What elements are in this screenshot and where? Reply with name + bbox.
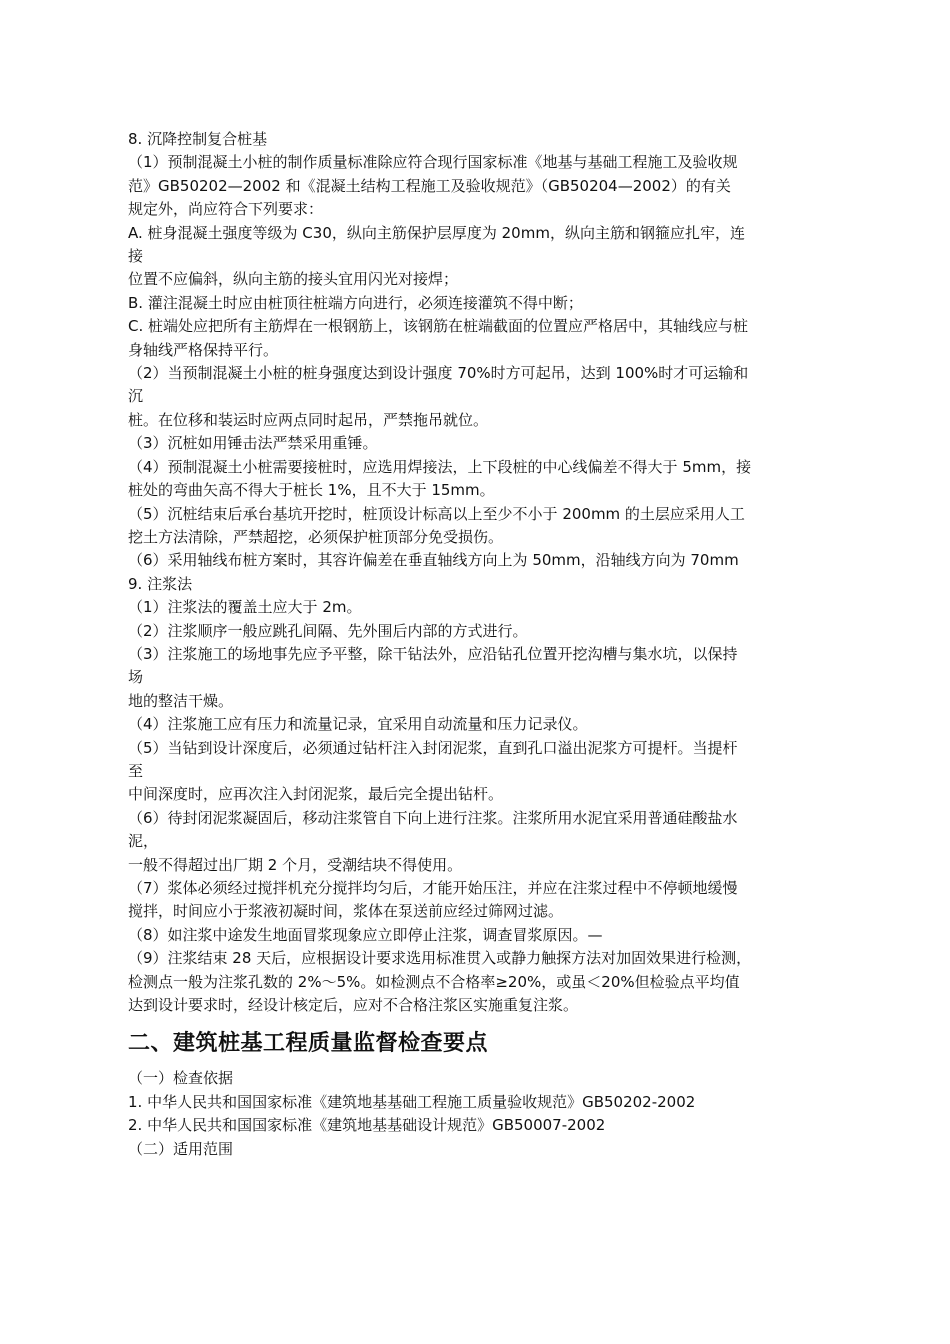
paragraph-line: （8）如注浆中途发生地面冒浆现象应立即停止注浆，调查冒浆原因。— — [128, 925, 603, 944]
paragraph-line: （4）注浆施工应有压力和流量记录，宜采用自动流量和压力记录仪。 — [128, 715, 588, 734]
paragraph-line: 一般不得超过出厂期 2 个月，受潮结块不得使用。 — [128, 855, 463, 874]
paragraph-line: 中间深度时，应再次注入封闭泥浆，最后完全提出钻杆。 — [128, 785, 504, 804]
paragraph-line: （6）待封闭泥浆凝固后，移动注浆管自下向上进行注浆。注浆所用水泥宜采用普通硅酸盐水 — [128, 808, 738, 827]
paragraph-line: 沉 — [128, 387, 144, 406]
paragraph-line: （3）注浆施工的场地事先应予平整，除干钻法外，应沿钻孔位置开挖沟槽与集水坑，以保持 — [128, 644, 738, 663]
list-item: 1. 中华人民共和国国家标准《建筑地基基础工程施工质量验收规范》GB50202-2002 — [128, 1092, 696, 1111]
paragraph-line: 位置不应偏斜，纵向主筋的接头宜用闪光对接焊； — [128, 270, 459, 289]
paragraph-line: 场 — [128, 668, 144, 687]
subsection-title: （一）检查依据 — [128, 1069, 234, 1088]
paragraph-line: （2）当预制混凝土小桩的桩身强度达到设计强度 70%时方可起吊，达到 100%时才可运输和 — [128, 364, 749, 383]
paragraph-line: 搅拌，时间应小于浆液初凝时间，浆体在泵送前应经过筛网过滤。 — [128, 902, 564, 921]
paragraph-line: （7）浆体必须经过搅拌机充分搅拌均匀后，才能开始压注，并应在注浆过程中不停顿地缓慢 — [128, 879, 738, 897]
paragraph-line: A. 桩身混凝土强度等级为 C30，纵向主筋保护层厚度为 20mm，纵向主筋和钢箍应扎牢，连 — [128, 223, 745, 242]
paragraph-line: （3）沉桩如用锤击法严禁采用重锤。 — [128, 434, 378, 453]
document-page — [128, 128, 828, 1161]
subsection-title: （二）适用范围 — [128, 1139, 234, 1158]
paragraph-line: 地的整洁干燥。 — [128, 691, 234, 710]
paragraph-line: 规定外，尚应符合下列要求： — [128, 200, 324, 219]
paragraph-line: 范》GB50202—2002 和《混凝土结构工程施工及验收规范》（GB50204—2002）的有关 — [128, 176, 731, 195]
section-8 — [128, 128, 828, 573]
paragraph-line: （1）预制混凝土小桩的制作质量标准除应符合现行国家标准《地基与基础工程施工及验收规 — [128, 153, 738, 172]
paragraph-line: 至 — [128, 761, 144, 780]
paragraph-line: （4）预制混凝土小桩需要接桩时，应选用焊接法，上下段桩的中心线偏差不得大于 5mm，接 — [128, 457, 752, 476]
paragraph-line: 挖土方法清除，严禁超挖，必须保护桩顶部分免受损伤。 — [128, 527, 504, 546]
paragraph-line: C. 桩端处应把所有主筋焊在一根钢筋上，该钢筋在桩端截面的位置应严格居中，其轴线应与桩 — [128, 317, 749, 336]
section-9-title: 9. 注浆法 — [128, 574, 193, 593]
paragraph-line: 身轴线严格保持平行。 — [128, 340, 279, 359]
section-9 — [128, 573, 828, 1018]
paragraph-line: 达到设计要求时，经设计核定后，应对不合格注浆区实施重复注浆。 — [128, 996, 579, 1015]
paragraph-line: （5）当钻到设计深度后，必须通过钻杆注入封闭泥浆，直到孔口溢出泥浆方可提杆。当提杆 — [128, 738, 738, 757]
paragraph-line: 检测点一般为注浆孔数的 2%～5%。如检测点不合格率≥20%，或虽＜20%但检验点平均值 — [128, 972, 740, 991]
paragraph-line: （1）注浆法的覆盖土应大于 2m。 — [128, 598, 362, 617]
paragraph-line: （9）注浆结束 28 天后，应根据设计要求选用标准贯入或静力触探方法对加固效果进行检测， — [128, 949, 752, 968]
list-item: 2. 中华人民共和国国家标准《建筑地基基础设计规范》GB50007-2002 — [128, 1116, 606, 1135]
section-8-title: 8. 沉降控制复合桩基 — [128, 130, 268, 148]
paragraph-line: B. 灌注混凝土时应由桩顶往桩端方向进行，必须连接灌筑不得中断； — [128, 293, 583, 312]
paragraph-line: 泥， — [128, 832, 159, 851]
paragraph-line: 桩处的弯曲矢高不得大于桩长 1%，且不大于 15mm。 — [128, 481, 495, 500]
paragraph-line: 桩。在位移和装运时应两点同时起吊，严禁拖吊就位。 — [128, 410, 489, 429]
section-heading: 二、建筑桩基工程质量监督检查要点 — [128, 1031, 489, 1057]
paragraph-line: 接 — [128, 247, 144, 266]
paragraph-line: （5）沉桩结束后承台基坑开挖时，桩顶设计标高以上至少不小于 200mm 的土层应采用人工 — [128, 504, 745, 523]
paragraph-line: （6）采用轴线布桩方案时，其容许偏差在垂直轴线方向上为 50mm，沿轴线方向为 70mm — [128, 551, 739, 570]
paragraph-line: （2）注浆顺序一般应跳孔间隔、先外围后内部的方式进行。 — [128, 621, 528, 640]
section-2 — [128, 1067, 828, 1161]
